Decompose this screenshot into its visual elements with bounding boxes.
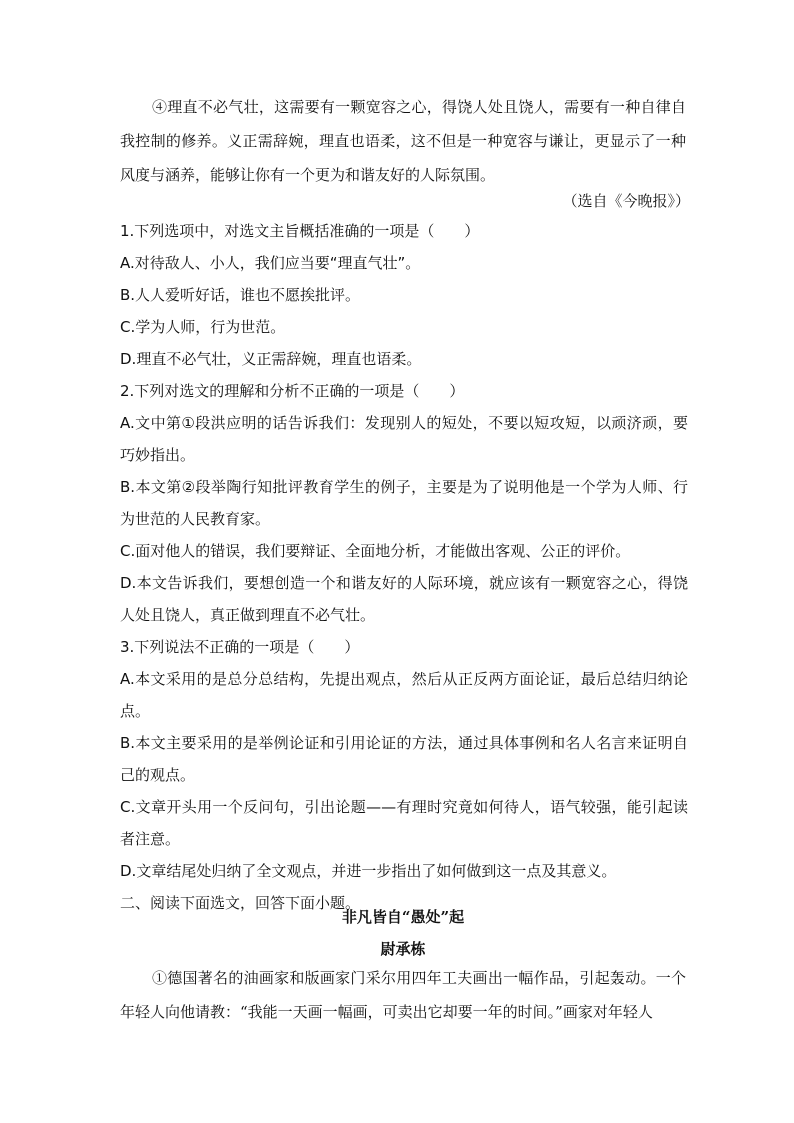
question-2-stem: 2.下列对选文的理解和分析不正确的一项是（ ） [120, 382, 465, 400]
question-3-stem: 3.下列说法不正确的一项是（ ） [120, 638, 360, 656]
question-2-option-d: D.本文告诉我们，要想创造一个和谐友好的人际环境，就应该有一颗宽容之心，得饶人处且饶人，真正做到理直不必气壮。 [120, 574, 688, 624]
section-two-heading: 二、阅读下面选文，回答下面小题。 [120, 894, 361, 912]
question-3-option-d: D.文章结尾处归纳了全文观点，并进一步指出了如何做到这一点及其意义。 [120, 862, 617, 880]
question-1-option-a: A.对待敌人、小人，我们应当要“理直气壮”。 [120, 254, 421, 272]
article-paragraph-1: ①德国著名的油画家和版画家门采尔用四年工夫画出一幅作品，引起轰动。一个年轻人向他请教：“我能一天画一幅画，可卖出它却要一年的时间。”画家对年轻人 [120, 969, 686, 1021]
passage-paragraph-4: ④理直不必气壮，这需要有一颗宽容之心，得饶人处且饶人，需要有一种自律自我控制的修养。义正需辞婉，理直也语柔，这不但是一种宽容与谦让，更显示了一种风度与涵养，能够让你有一个更为和谐友好的人际氛围。 [120, 98, 686, 184]
question-1-option-c: C.学为人师，行为世范。 [120, 318, 286, 336]
question-1-option-b: B.人人爱听好话，谁也不愿挨批评。 [120, 286, 361, 304]
question-2-option-c: C.面对他人的错误，我们要辩证、全面地分析，才能做出客观、公正的评价。 [120, 542, 631, 560]
question-1-stem: 1.下列选项中，对选文主旨概括准确的一项是（ ） [120, 222, 480, 240]
question-3-option-c: C.文章开头用一个反问句，引出论题——有理时究竟如何待人，语气较强，能引起读者注意。 [120, 798, 688, 848]
question-2-option-b: B.本文第②段举陶行知批评教育学生的例子，主要是为了说明他是一个学为人师、行为世范的人民教育家。 [120, 478, 688, 528]
article-title: 非凡皆自“愚处”起 [341, 908, 465, 926]
question-2-option-a: A.文中第①段洪应明的话告诉我们：发现别人的短处，不要以短攻短，以顽济顽，要巧妙指出。 [120, 414, 688, 464]
source-citation: （选自《今晚报》） [562, 192, 690, 210]
article-author: 尉承栋 [380, 940, 426, 958]
question-3-option-b: B.本文主要采用的是举例论证和引用论证的方法，通过具体事例和名人名言来证明自己的观点。 [120, 734, 688, 784]
question-3-option-a: A.本文采用的是总分总结构，先提出观点，然后从正反两方面论证，最后总结归纳论点。 [120, 670, 688, 720]
question-block [120, 215, 688, 919]
question-1-option-d: D.理直不必气壮，义正需辞婉，理直也语柔。 [120, 350, 422, 368]
